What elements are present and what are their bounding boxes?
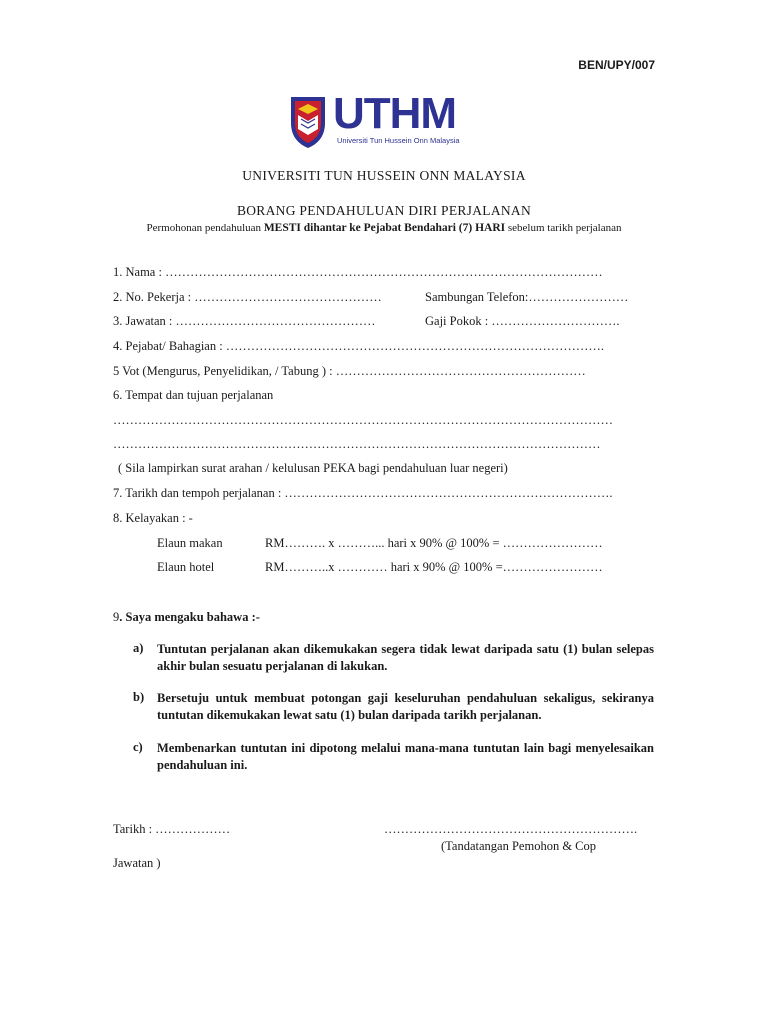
declaration-heading-text: . Saya mengaku bahawa :-	[119, 610, 260, 624]
field-peka-note: ( Sila lampirkan surat arahan / kelulusan PEKA bagi pendahuluan luar negeri)	[118, 461, 508, 475]
field-tarikh-tempoh[interactable]: 7. Tarikh dan tempoh perjalanan : …………………………………………………………………….	[113, 486, 613, 500]
declaration-heading	[113, 610, 260, 625]
university-name: UNIVERSITI TUN HUSSEIN ONN MALAYSIA	[242, 168, 526, 183]
field-kelayakan: 8. Kelayakan : -	[113, 511, 193, 525]
field-nama[interactable]: 1. Nama : ……………………………………………………………………………………………	[113, 265, 603, 279]
field-jawatan[interactable]: 3. Jawatan : …………………………………………	[113, 314, 376, 328]
form-code: BEN/UPY/007	[578, 58, 655, 72]
elaun-hotel-calc[interactable]: RM………..x ………… hari x 90% @ 100% =……………………	[265, 560, 603, 574]
submission-note	[0, 222, 768, 234]
signature-date[interactable]: Tarikh : ………………	[113, 822, 231, 836]
declaration-c-text: Membenarkan tuntutan ini dipotong melalui mana-mana tuntutan lain bagi menyelesaikan pendahuluan ini.	[157, 741, 654, 772]
note-bold: MESTI dihantar ke Pejabat Bendahari (7) HARI	[263, 222, 506, 234]
field-no-pekerja[interactable]: 2. No. Pekerja : ………………………………………	[113, 290, 382, 304]
field-tempat-line-1[interactable]: …………………………………………………………………………………………………………	[113, 413, 613, 427]
field-gaji-pokok[interactable]: Gaji Pokok : ………………………….	[425, 314, 620, 328]
field-vot[interactable]: 5 Vot (Mengurus, Penyelidikan, / Tabung ) : ……………………………………………………	[113, 364, 586, 378]
logo-subtext: Universiti Tun Hussein Onn Malaysia	[337, 136, 460, 145]
elaun-makan-calc[interactable]: RM………. x ………... hari x 90% @ 100% = ……………………	[265, 536, 603, 550]
declaration-b-text: Bersetuju untuk membuat potongan gaji keseluruhan pendahuluan sekaligus, sekiranya tuntutan dikemukakan lewat satu (1) bulan daripada tarikh perjalanan.	[157, 691, 654, 722]
signature-caption-2: Jawatan )	[113, 856, 161, 870]
signature-caption: (Tandatangan Pemohon & Cop	[441, 839, 596, 853]
note-suffix: sebelum tarikh perjalanan	[507, 222, 622, 234]
signature-line[interactable]: …………………………………………………….	[384, 822, 638, 836]
declaration-a-text: Tuntutan perjalanan akan dikemukakan segera tidak lewat daripada satu (1) bulan selepas akhir bulan sesuatu perjalanan di lakukan.	[157, 642, 654, 673]
logo-wordmark: UTHM	[333, 89, 457, 138]
form-title: BORANG PENDAHULUAN DIRI PERJALANAN	[236, 203, 532, 218]
elaun-hotel-label: Elaun hotel	[157, 560, 215, 574]
uthm-logo	[289, 89, 479, 150]
declaration-number: 9	[113, 610, 120, 624]
field-pejabat[interactable]: 4. Pejabat/ Bahagian : ……………………………………………………………………………….	[113, 339, 604, 353]
field-sambungan-telefon[interactable]: Sambungan Telefon:……………………	[425, 290, 629, 304]
field-tempat-line-2[interactable]: ………………………………………………………………………………………………………	[113, 437, 601, 451]
declaration-b-mark: b)	[133, 690, 145, 704]
elaun-makan-label: Elaun makan	[157, 536, 223, 550]
declaration-c-mark: c)	[133, 740, 143, 754]
note-prefix: Permohonan pendahuluan	[146, 222, 262, 234]
declaration-a-mark: a)	[133, 641, 144, 655]
field-tempat-label: 6. Tempat dan tujuan perjalanan	[113, 388, 274, 402]
